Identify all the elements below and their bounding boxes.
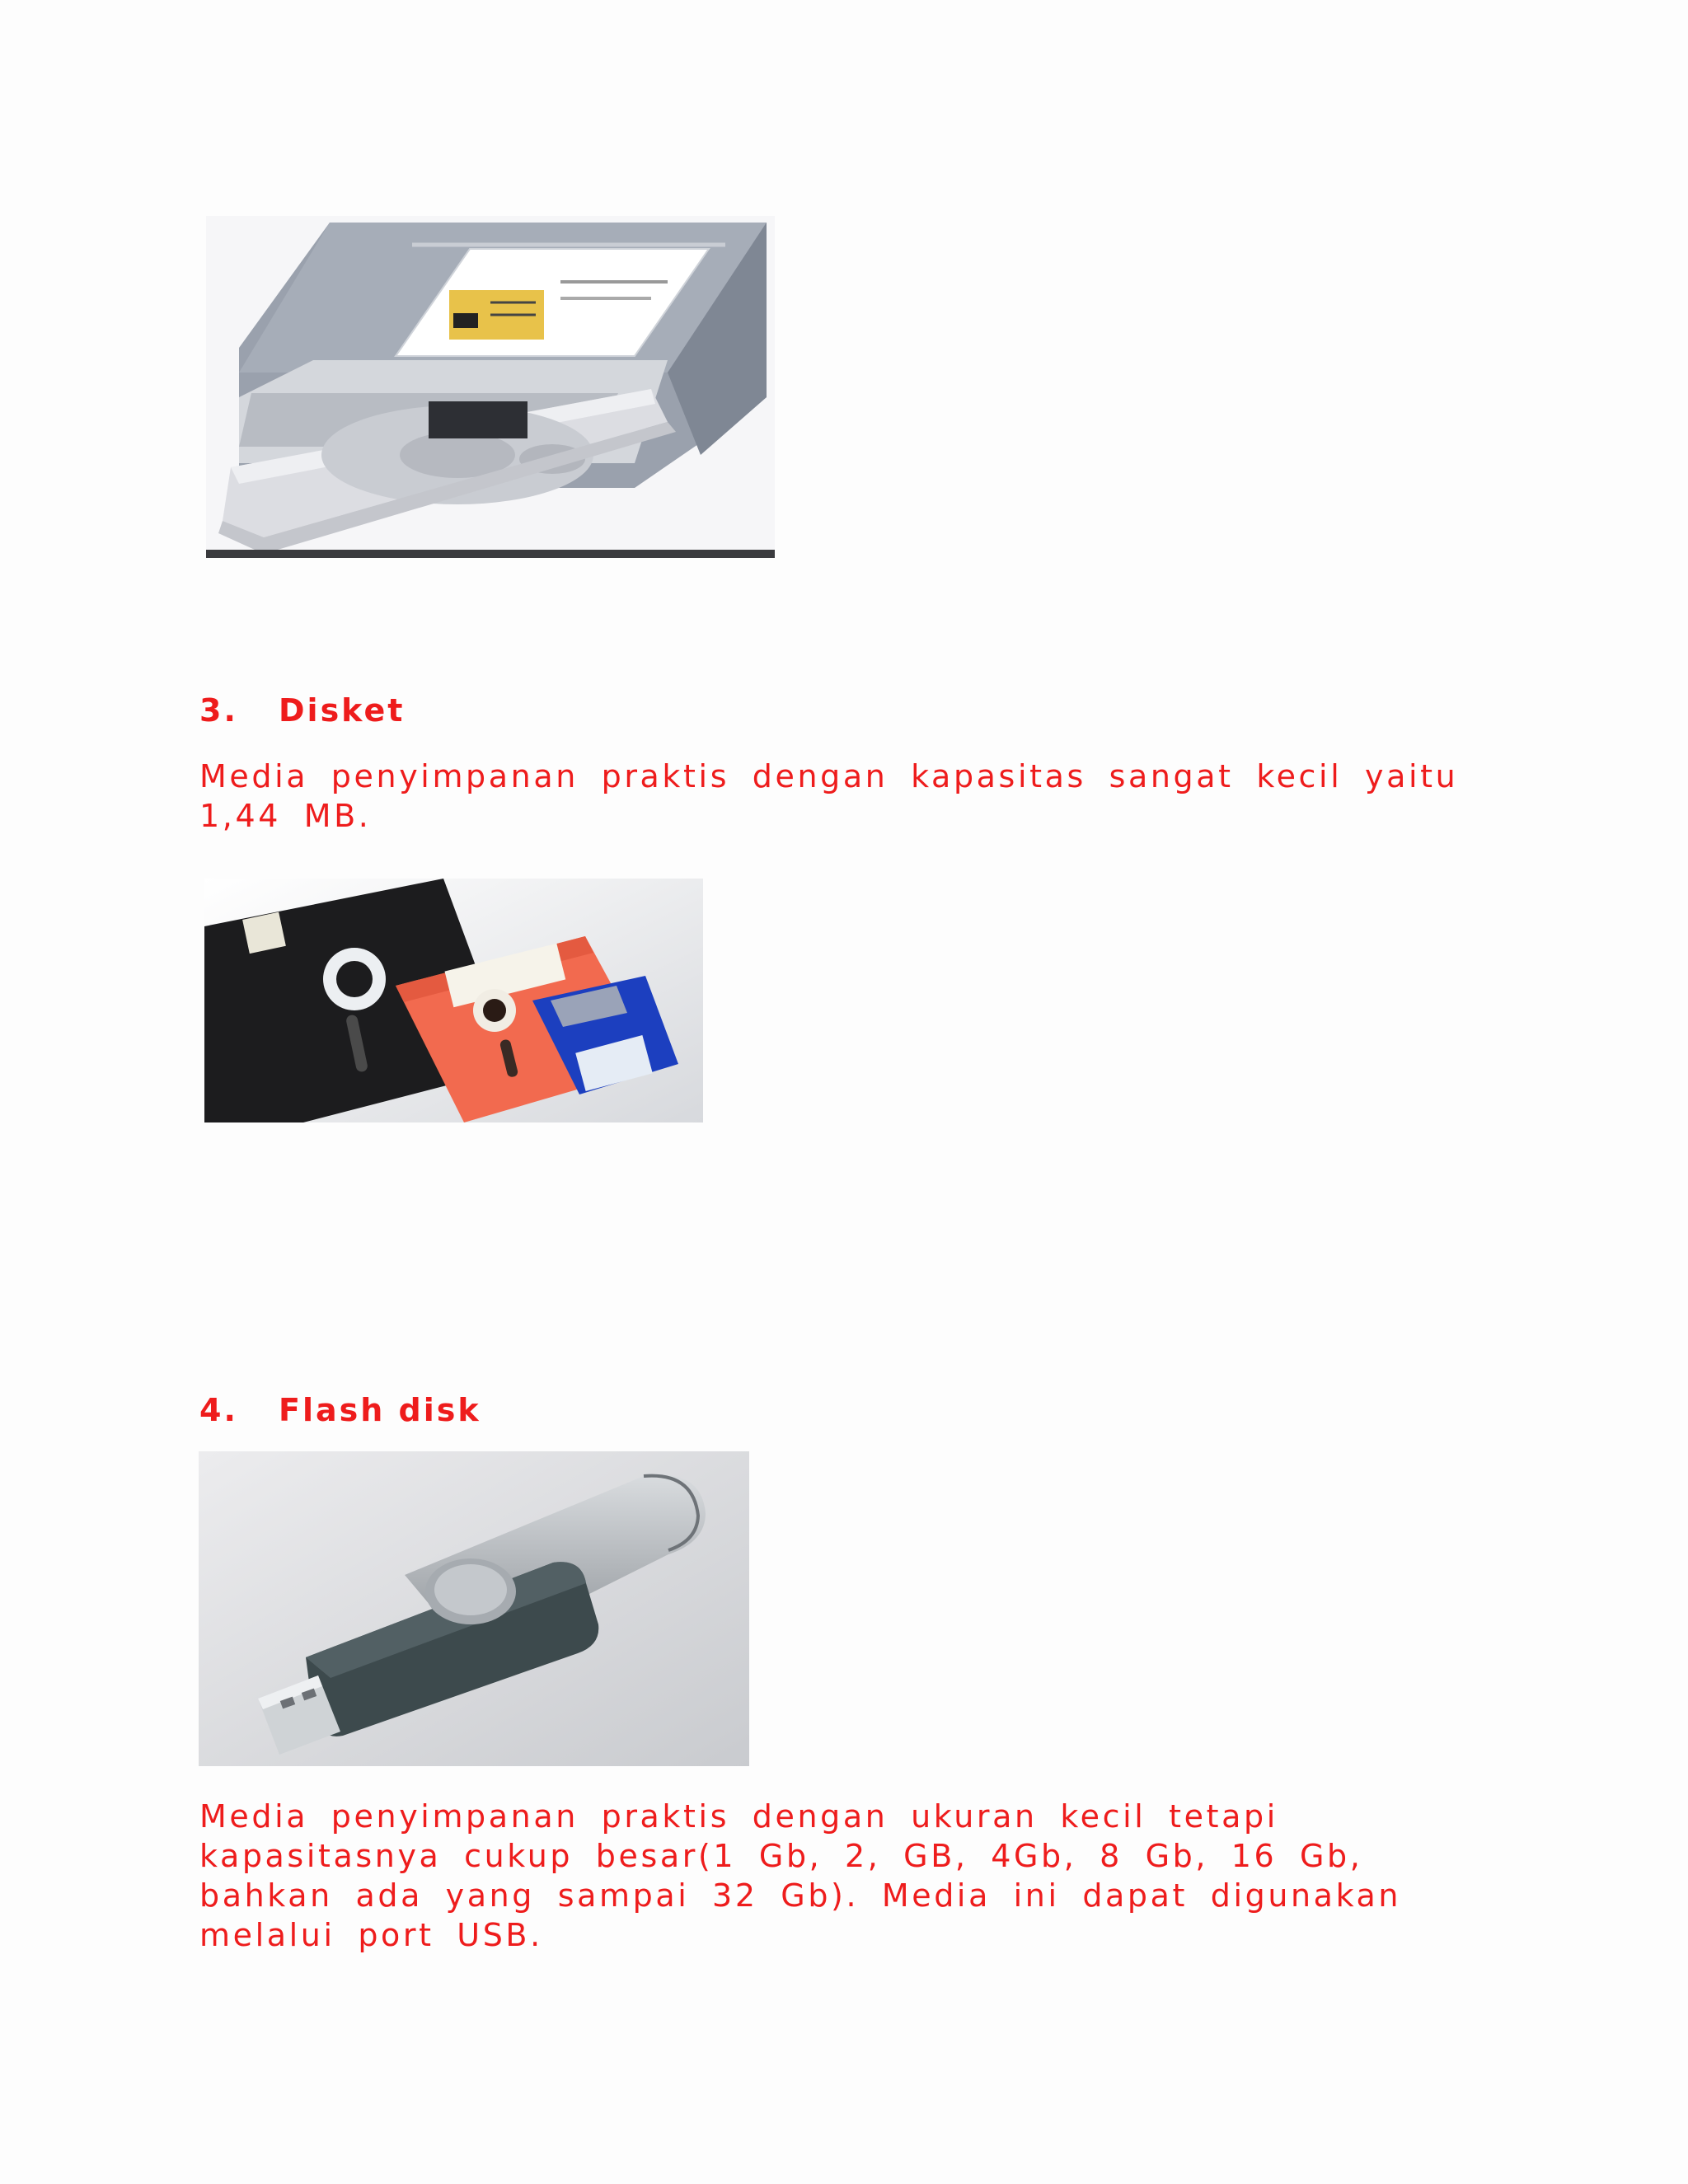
section-heading-disket xyxy=(199,692,406,729)
floppy-disks-image xyxy=(204,879,703,1122)
section-description-disket: Media penyimpanan praktis dengan kapasitas sangat kecil yaitu 1,44 MB. xyxy=(199,758,1459,834)
section-number: 4. xyxy=(199,1392,238,1428)
section-title: Disket xyxy=(279,692,406,729)
section-number: 3. xyxy=(199,692,238,729)
optical-drive-image xyxy=(206,216,775,558)
section-description-flash-disk: Media penyimpanan praktis dengan ukuran kecil tetapi kapasitasnya cukup besar(1 Gb, 2, GB, 4Gb, 8 Gb, 16 Gb, bahkan ada yang sampai 32 Gb). Media ini dapat digunakan melalui port USB. xyxy=(199,1798,1402,1953)
usb-flash-drive-image xyxy=(199,1451,749,1766)
section-title: Flash disk xyxy=(279,1392,481,1428)
section-heading-flash-disk xyxy=(199,1394,481,1426)
